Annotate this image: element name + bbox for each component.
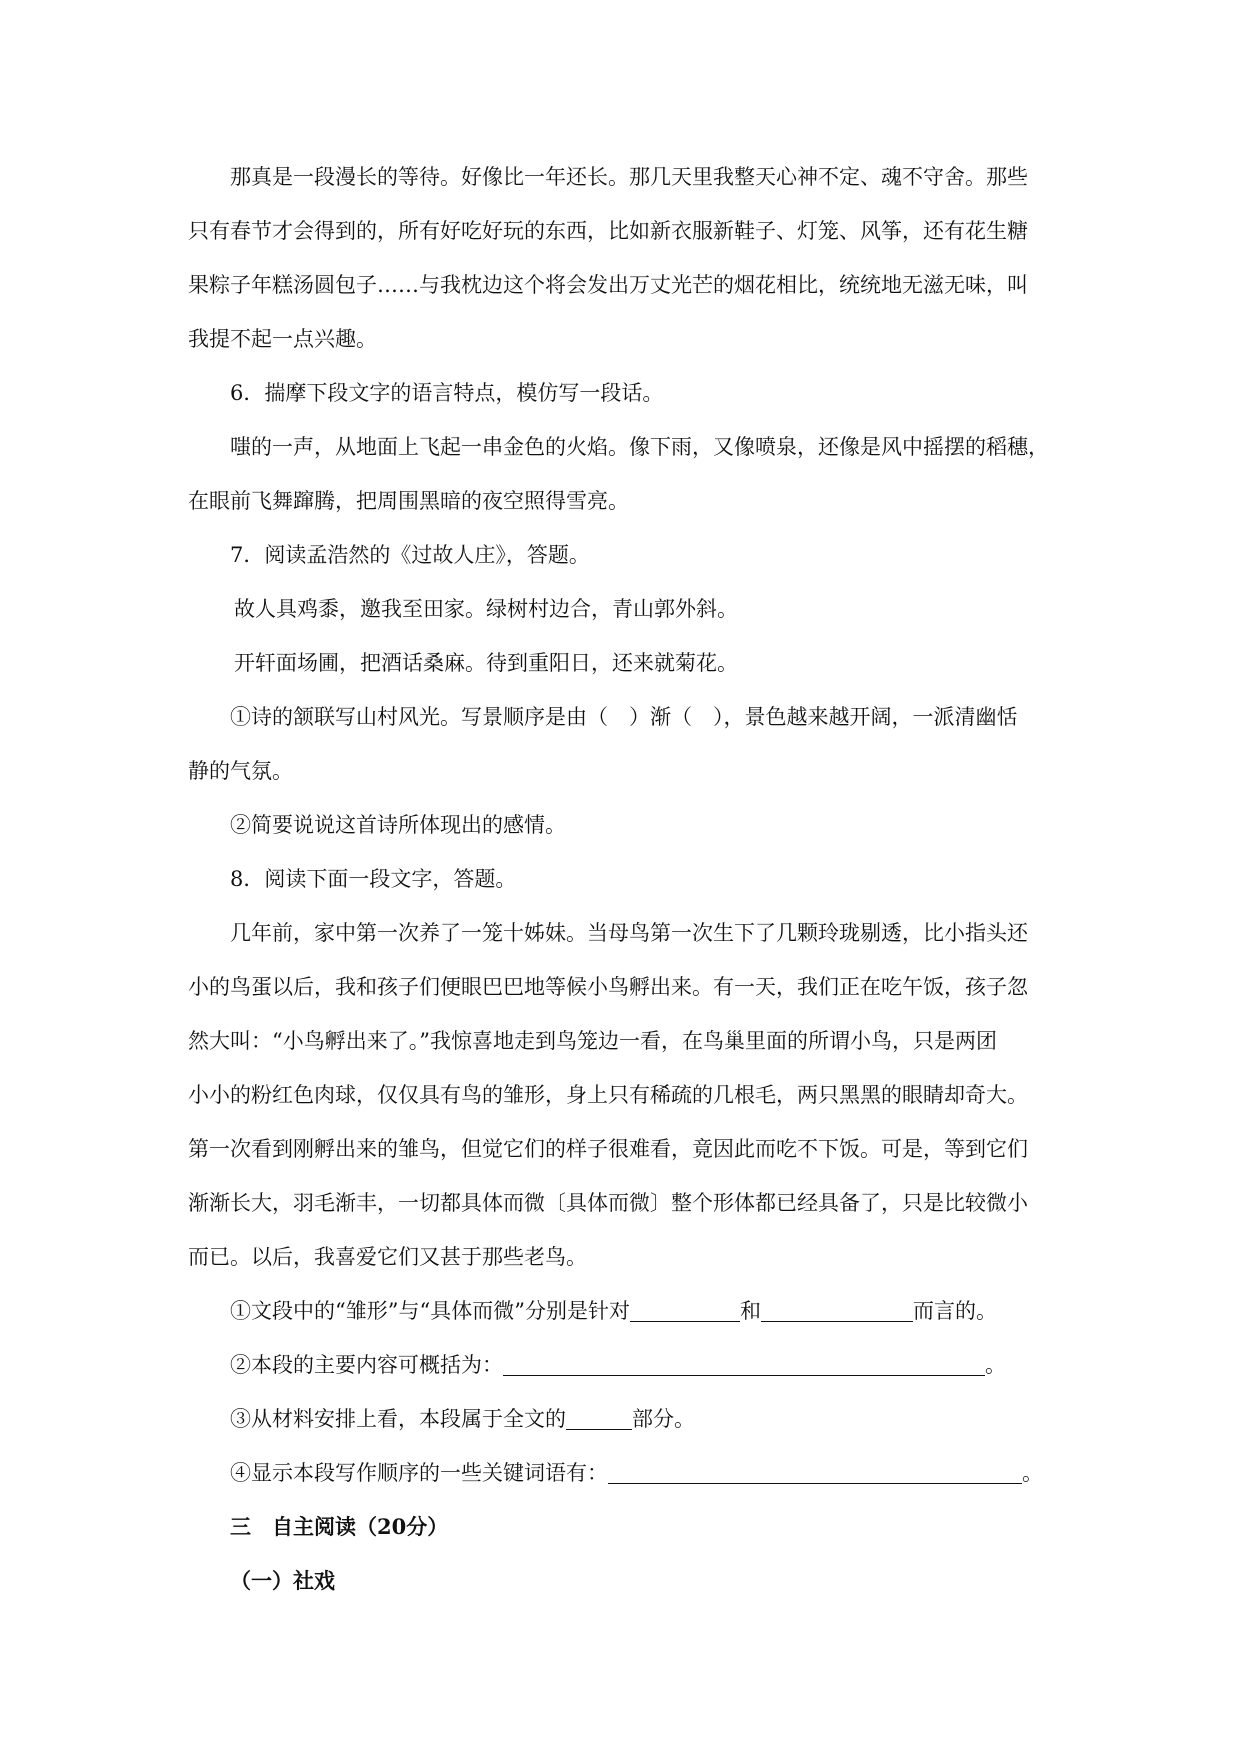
question-8-text-line-6: 渐渐长大，羽毛渐丰，一切都具体而微〔具体而微〕整个形体都已经具备了，只是比较微小 xyxy=(188,1191,1028,1215)
answer-blank-4[interactable] xyxy=(566,1407,632,1430)
question-7-sub-1-line-2: 静的气氛。 xyxy=(188,759,293,783)
question-8-sub-4-end: 。 xyxy=(1022,1461,1043,1485)
question-8-text-line-1: 几年前，家中第一次养了一笼十姊妹。当母鸟第一次生下了几颗玲珑剔透，比小指头还 xyxy=(230,921,1028,945)
answer-blank-3[interactable] xyxy=(503,1353,985,1376)
answer-blank-1[interactable] xyxy=(630,1299,740,1322)
passage-line-1: 那真是一段漫长的等待。好像比一年还长。那几天里我整天心神不定、魂不守舍。那些 xyxy=(230,165,1028,189)
question-7-sub-2: ②简要说说这首诗所体现出的感情。 xyxy=(230,813,566,837)
question-8-sub-1-prompt: ①文段中的“雏形”与“具体而微”分别是针对 xyxy=(230,1299,630,1323)
question-8-sub-2 xyxy=(188,1338,1058,1392)
question-7-title: 7．阅读孟浩然的《过故人庄》，答题。 xyxy=(230,543,590,567)
question-8-sub-1-and: 和 xyxy=(739,1299,761,1323)
question-7-sub-1-line-1: ①诗的颔联写山村风光。写景顺序是由（ ）渐（ ），景色越来越开阔，一派清幽恬 xyxy=(230,705,1018,729)
question-8-text-line-3: 然大叫：“小鸟孵出来了。”我惊喜地走到鸟笼边一看，在鸟巢里面的所谓小鸟，只是两团 xyxy=(188,1029,997,1053)
question-8-sub-3-prompt: ③从材料安排上看，本段属于全文的 xyxy=(230,1407,566,1431)
question-8-text-line-2: 小的鸟蛋以后，我和孩子们便眼巴巴地等候小鸟孵出来。有一天，我们正在吃午饭，孩子忽 xyxy=(188,975,1028,999)
question-8-sub-1-end: 而言的。 xyxy=(912,1299,997,1323)
question-8-sub-1 xyxy=(188,1284,1058,1338)
section-3-heading: 三 自主阅读（20分） xyxy=(230,1514,449,1539)
poem-line-1: 故人具鸡黍，邀我至田家。绿树村边合，青山郭外斜。 xyxy=(234,597,738,621)
question-6-text-line-1: 嗤的一声，从地面上飞起一串金色的火焰。像下雨，又像喷泉，还像是风中摇摆的稻穗， xyxy=(230,435,1049,459)
question-8-sub-3 xyxy=(188,1392,1058,1446)
question-8-text-line-5: 第一次看到刚孵出来的雏鸟，但觉它们的样子很难看，竟因此而吃不下饭。可是，等到它们 xyxy=(188,1137,1028,1161)
poem-line-2: 开轩面场圃，把酒话桑麻。待到重阳日，还来就菊花。 xyxy=(234,651,738,675)
question-6-title: 6．揣摩下段文字的语言特点，模仿写一段话。 xyxy=(230,381,664,405)
section-3-sub-heading: （一）社戏 xyxy=(230,1568,335,1593)
question-8-text-line-7: 而已。以后，我喜爱它们又甚于那些老鸟。 xyxy=(188,1245,587,1269)
passage-line-4: 我提不起一点兴趣。 xyxy=(188,327,377,351)
passage-line-2: 只有春节才会得到的，所有好吃好玩的东西，比如新衣服新鞋子、灯笼、风筝，还有花生糖 xyxy=(188,219,1028,243)
question-8-sub-3-end: 部分。 xyxy=(632,1407,695,1431)
question-8-text-line-4: 小小的粉红色肉球，仅仅具有鸟的雏形，身上只有稀疏的几根毛，两只黑黑的眼睛却奇大。 xyxy=(188,1083,1028,1107)
question-6-text-line-2: 在眼前飞舞蹿腾，把周围黑暗的夜空照得雪亮。 xyxy=(188,489,629,513)
answer-blank-5[interactable] xyxy=(608,1461,1022,1484)
question-8-sub-2-prompt: ②本段的主要内容可概括为： xyxy=(230,1353,503,1377)
document-page xyxy=(188,150,1058,1608)
question-8-sub-4 xyxy=(188,1446,1058,1500)
answer-blank-2[interactable] xyxy=(761,1299,913,1322)
question-8-sub-2-end: 。 xyxy=(985,1353,1006,1377)
question-8-title: 8．阅读下面一段文字，答题。 xyxy=(230,867,517,891)
passage-line-3: 果粽子年糕汤圆包子……与我枕边这个将会发出万丈光芒的烟花相比，统统地无滋无味，叫 xyxy=(188,273,1028,297)
question-8-sub-4-prompt: ④显示本段写作顺序的一些关键词语有： xyxy=(230,1461,608,1485)
